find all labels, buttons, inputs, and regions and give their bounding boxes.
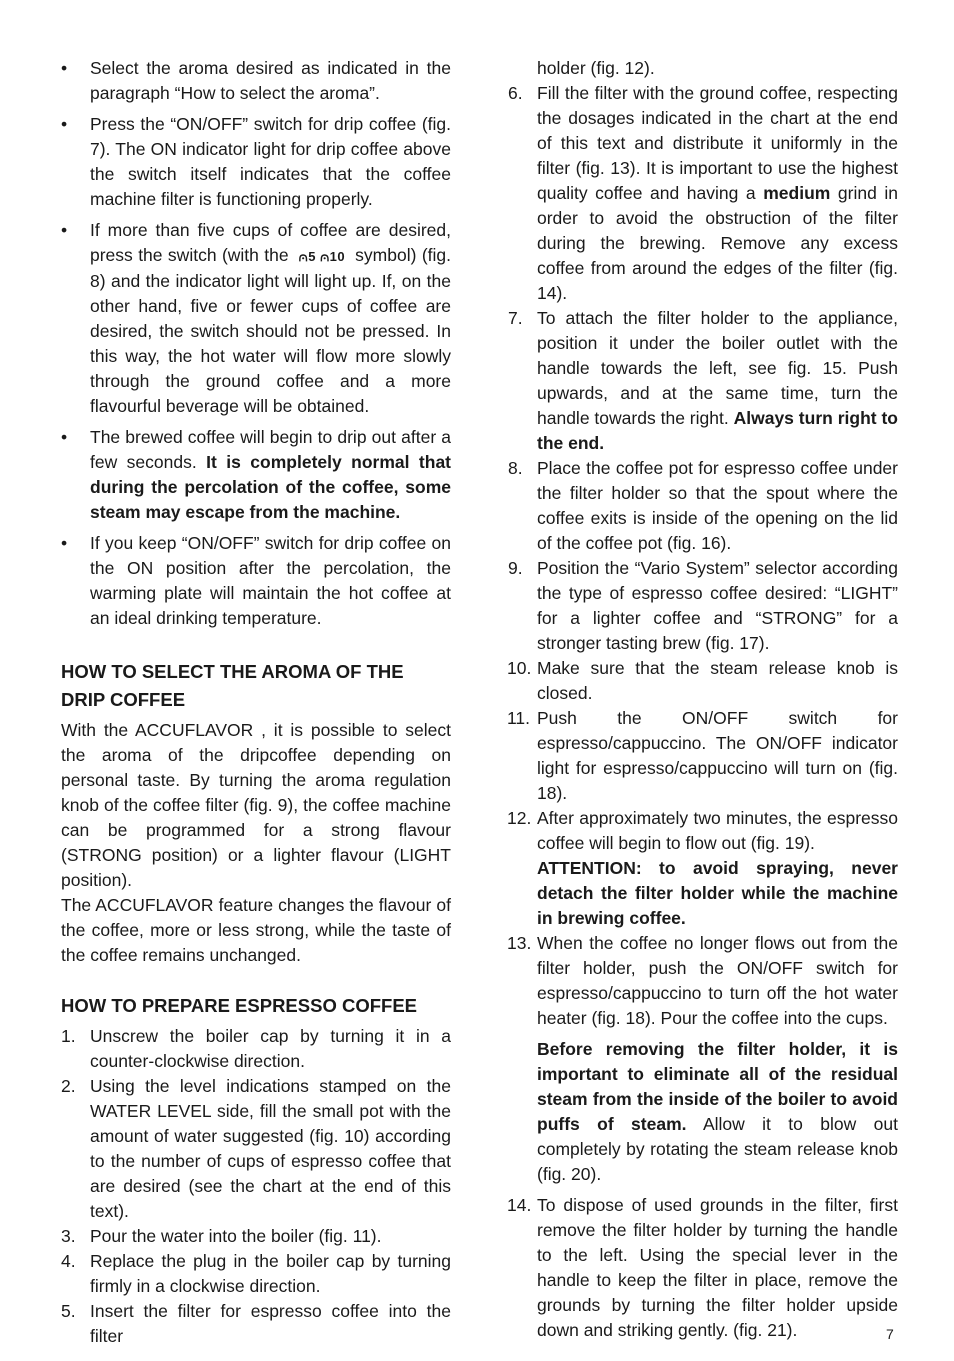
step-item: 3. Pour the water into the boiler (fig. 11). xyxy=(61,1226,382,1246)
bullet-item: • If more than five cups of coffee are desired, press the switch (with the ⩀5 ⩀10 symbol) (fig. 8) and the indicator light will light up. If, on the other hand, five or fewer cups of coffee are desired, the switch should not be pressed. In this way, the hot water will flow more slowly through the ground coffee and a more flavourful beverage will be obtained. xyxy=(61,220,451,416)
step-item: 12. After approximately two minutes, the espresso coffee will begin to flow out (fig. 19). ATTENTION: to avoid spraying, never detach the filter holder while the machine in brewing coffee. xyxy=(507,808,898,928)
step-item: 5. Insert the filter for espresso coffee into the filter xyxy=(61,1301,451,1346)
cups-switch-symbol-icon: ⩀5 ⩀10 xyxy=(298,249,346,264)
left-column xyxy=(61,56,451,1349)
paragraph: The ACCUFLAVOR feature changes the flavour of the coffee, more or less strong, while the taste of the coffee remains unchanged. xyxy=(61,895,451,965)
right-column xyxy=(508,56,898,1343)
step-continuation: holder (fig. 12). xyxy=(537,58,655,78)
step-item: 11. Push the ON/OFF switch for espresso/cappuccino. The ON/OFF indicator light for espresso/cappuccino will turn on (fig. 18). xyxy=(507,708,898,803)
section-heading-aroma: HOW TO SELECT THE AROMA OF THE DRIP COFFEE xyxy=(61,661,404,710)
bullet-item: • Select the aroma desired as indicated in the paragraph “How to select the aroma”. xyxy=(61,58,451,103)
step-item: 10. Make sure that the steam release knob is closed. xyxy=(507,658,898,703)
step-item: 1. Unscrew the boiler cap by turning it in a counter-clockwise direction. xyxy=(61,1026,451,1071)
step-item: 6. Fill the filter with the ground coffee, respecting the dosages indicated in the chart at the end of this text and distribute it uniformly in the filter (fig. 13). It is important to use the highest quality coffee and having a medium grind in order to avoid the obstruction of the filter during the brewing. Remove any excess coffee from around the edges of the filter (fig. 14). xyxy=(508,83,898,303)
bullet-item: • The brewed coffee will begin to drip out after a few seconds. It is completely normal that during the percolation of the coffee, some steam may escape from the machine. xyxy=(61,427,452,522)
step-item: 14. To dispose of used grounds in the filter, first remove the filter holder by turning the handle to the left. Using the special lever in the handle to keep the filter in place, remove the grounds by turning the filter holder upside down and striking gently. (fig. 21). xyxy=(507,1195,898,1340)
bullet-item: • Press the “ON/OFF” switch for drip coffee (fig. 7). The ON indicator light for drip coffee above the switch itself indicates that the coffee machine filter is functioning properly. xyxy=(61,114,451,209)
step-item: 9. Position the “Vario System” selector according the type of espresso coffee desired: “LIGHT” for a lighter coffee and “STRONG” for a stronger tasting brew (fig. 17). xyxy=(508,558,898,653)
bullet-item: • If you keep “ON/OFF” switch for drip coffee on the ON position after the percolation, the warming plate will maintain the hot coffee at an ideal drinking temperature. xyxy=(61,533,451,628)
page-number: 7 xyxy=(886,1326,894,1342)
step-item: 7. To attach the filter holder to the appliance, position it under the boiler outlet with the handle towards the left, see fig. 15. Push upwards, and at the same time, turn the handle towards the right. Always turn right to the end. xyxy=(508,308,898,453)
step-item: 2. Using the level indications stamped on the WATER LEVEL side, fill the small pot with the amount of water suggested (fig. 10) according to the number of cups of espresso coffee that are desired (see the chart at the end of this text). xyxy=(61,1076,451,1221)
step-item: 13. When the coffee no longer flows out from the filter holder, push the ON/OFF switch for espresso/cappuccino to turn off the hot water heater (fig. 18). Pour the coffee into the cups. Before removing the filter holder, it is important to eliminate all of the residual steam from the inside of the boiler to avoid puffs of steam. Allow it to blow out completely by rotating the steam release knob (fig. 20). xyxy=(507,933,898,1184)
step-item: 4. Replace the plug in the boiler cap by turning firmly in a clockwise direction. xyxy=(61,1251,451,1296)
paragraph: With the ACCUFLAVOR , it is possible to select the aroma of the dripcoffee depending on personal taste. By turning the aroma regulation knob of the coffee filter (fig. 9), the coffee machine can be programmed for a strong flavour (STRONG position) or a lighter flavour (LIGHT position). xyxy=(61,720,451,890)
step-item: 8. Place the coffee pot for espresso coffee under the filter holder so that the spout where the coffee exits is inside of the opening on the lid of the coffee pot (fig. 16). xyxy=(508,458,898,553)
section-heading-espresso: HOW TO PREPARE ESPRESSO COFFEE xyxy=(61,995,418,1016)
